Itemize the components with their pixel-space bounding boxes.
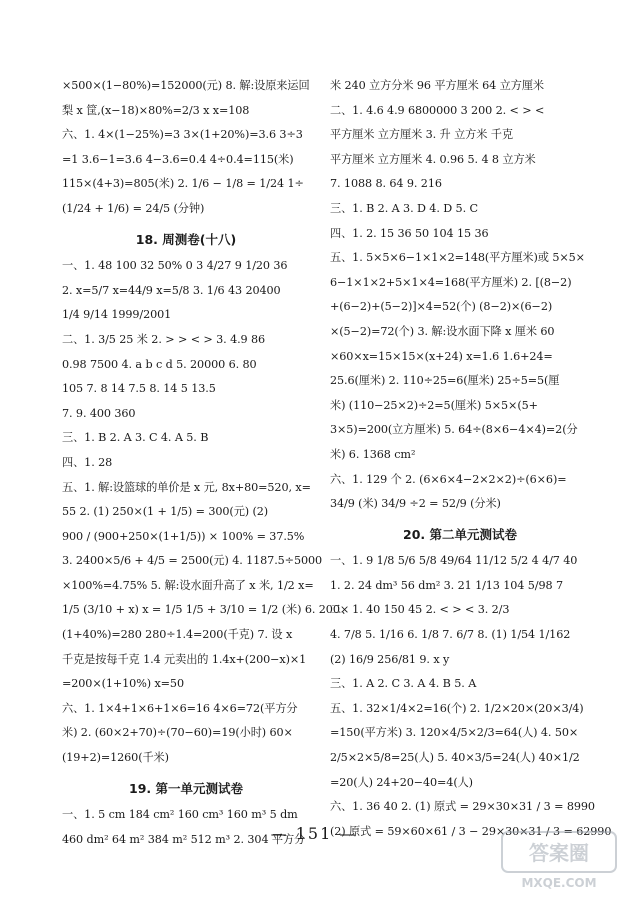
answer-line: ×(5−2)=72(个) 3. 解:设水面下降 x 厘米 60 [330, 324, 555, 338]
answer-line: 四、1. 2. 15 36 50 104 15 36 [330, 226, 489, 240]
answer-line: 105 7. 8 14 7.5 8. 14 5 13.5 [62, 382, 216, 396]
answer-line: 梨 x 筐,(x−18)×80%=2/3 x x=108 [62, 103, 250, 117]
answer-line: ×60×x=15×15×(x+24) x=1.6 1.6+24= [330, 349, 553, 363]
answer-line: (2) 原式 = 59×60×61 / 3 − 29×30×31 / 3 = 62990 [330, 824, 612, 838]
answer-line: =1 3.6−1=3.6 4−3.6=0.4 4÷0.4=115(米) [62, 152, 294, 166]
answer-line: 米) 6. 1368 cm² [330, 447, 416, 461]
answer-line: 34/9 (米) 34/9 ÷2 = 52/9 (分米) [330, 497, 501, 511]
answer-line: 1. 2. 24 dm³ 56 dm² 3. 21 1/13 104 5/98 7 [330, 578, 563, 592]
answer-line: =150(平方米) 3. 120×4/5×2/3=64(人) 4. 50× [330, 726, 579, 740]
answer-line: 一、1. 5 cm 184 cm² 160 cm³ 160 m³ 5 dm [62, 808, 298, 822]
answer-line: 三、1. B 2. A 3. D 4. D 5. C [330, 201, 478, 215]
answer-line: 2/5×2×5/8=25(人) 5. 40×3/5=24(人) 40×1/2 [330, 751, 580, 765]
answer-line: 7. 1088 8. 64 9. 216 [330, 177, 442, 191]
answer-line: 900 / (900+250×(1+1/5)) × 100% = 37.5% [62, 529, 305, 543]
answer-line: 六、1. 129 个 2. (6×6×4−2×2×2)÷(6×6)= [330, 472, 567, 486]
page-number: — 151 — [270, 824, 358, 843]
answer-line: (1+40%)=280 280÷1.4=200(千克) 7. 设 x [62, 628, 293, 642]
answer-line: =200×(1+10%) x=50 [62, 677, 184, 691]
answer-line: 六、1. 1×4+1×6+1×6=16 4×6=72(平方分 [62, 701, 298, 715]
answer-line: 115×(4+3)=805(米) 2. 1/6 − 1/8 = 1/24 1÷ [62, 177, 304, 191]
answer-line: 五、1. 5×5×6−1×1×2=148(平方厘米)或 5×5× [330, 251, 585, 265]
answer-line: 三、1. A 2. C 3. A 4. B 5. A [330, 677, 477, 691]
answer-line: 55 2. (1) 250×(1 + 1/5) = 300(元) (2) [62, 505, 269, 519]
answer-line: 米 240 立方分米 96 平方厘米 64 立方厘米 [330, 79, 545, 92]
answer-line: 一、1. 9 1/8 5/6 5/8 49/64 11/12 5/2 4 4/7 40 [330, 554, 578, 568]
answer-line: =20(人) 24+20−40=4(人) [330, 775, 473, 789]
answer-line: 米) (110−25×2)÷2=5(厘米) 5×5×(5+ [330, 398, 538, 412]
answer-line: (19+2)=1260(千米) [62, 751, 169, 765]
answer-line: 4. 7/8 5. 1/16 6. 1/8 7. 6/7 8. (1) 1/54 1/162 [330, 628, 571, 642]
right-top-block [330, 74, 590, 517]
answer-line: 平方厘米 立方厘米 4. 0.96 5. 4 8 立方米 [330, 152, 536, 166]
answer-line: 一、1. 48 100 32 50% 0 3 4/27 9 1/20 36 [62, 259, 288, 273]
section-heading-18: 18. 周测卷(十八) [135, 231, 237, 247]
section-heading-20: 20. 第二单元测试卷 [403, 526, 517, 542]
answer-line: 四、1. 28 [62, 455, 113, 469]
answer-line: 五、1. 32×1/4×2=16(个) 2. 1/2×20×(20×3/4) [330, 701, 584, 715]
answer-line: 0.98 7500 4. a b c d 5. 20000 6. 80 [62, 357, 257, 371]
answer-line: 三、1. B 2. A 3. C 4. A 5. B [62, 431, 209, 445]
answer-line: +(6−2)+(5−2)]×4=52(个) (8−2)×(6−2) [330, 300, 553, 314]
answer-line: 3. 2400×5/6 + 4/5 = 2500(元) 4. 1187.5÷5000 [62, 554, 323, 568]
answer-line: 六、1. 4×(1−25%)=3 3×(1+20%)=3.6 3÷3 [62, 128, 303, 142]
answer-line: 2. x=5/7 x=44/9 x=5/8 3. 1/6 43 20400 [62, 283, 281, 297]
answer-line: ×100%=4.75% 5. 解:设水面升高了 x 米, 1/2 x= [62, 578, 314, 592]
answer-line: 二、1. 40 150 45 2. < > < 3. 2/3 [330, 603, 510, 617]
svg-text:答案圈: 答案圈 [529, 841, 589, 865]
answer-line: 二、1. 3/5 25 米 2. > > < > 3. 4.9 86 [62, 332, 266, 346]
left-column [62, 74, 350, 852]
answer-line: (2) 16/9 256/81 9. x y [330, 652, 450, 666]
answer-line: 25.6(厘米) 2. 110÷25=6(厘米) 25÷5=5(厘 [330, 374, 560, 388]
answer-line: 千克是按每千克 1.4 元卖出的 1.4x+(200−x)×1 [62, 652, 307, 666]
section-20-block [330, 549, 612, 844]
answer-line: 6−1×1×2+5×1×4=168(平方厘米) 2. [(8−2) [330, 275, 572, 289]
section-heading-19: 19. 第一单元测试卷 [129, 780, 243, 796]
answer-line: 六、1. 36 40 2. (1) 原式 = 29×30×31 / 3 = 8990 [330, 800, 595, 814]
answer-line: 米) 2. (60×2+70)÷(70−60)=19(小时) 60× [62, 726, 293, 740]
answer-line: 1/4 9/14 1999/2001 [62, 308, 172, 322]
section-18-block [62, 254, 350, 770]
left-top-block [62, 74, 310, 222]
watermark-logo [500, 830, 618, 892]
svg-text:MXQE.COM: MXQE.COM [521, 876, 597, 890]
answer-line: 平方厘米 立方厘米 3. 升 立方米 千克 [330, 128, 513, 142]
right-column [330, 74, 612, 844]
answer-line: ×500×(1−80%)=152000(元) 8. 解:设原来运回 [62, 79, 310, 92]
answer-line: 二、1. 4.6 4.9 6800000 3 200 2. < > < [330, 103, 545, 117]
answer-line: 五、1. 解:设篮球的单价是 x 元, 8x+80=520, x= [62, 480, 311, 494]
answer-line: 7. 9. 400 360 [62, 406, 136, 420]
answer-line: (1/24 + 1/6) = 24/5 (分钟) [62, 201, 205, 215]
answer-line: 460 dm² 64 m² 384 m² 512 m³ 2. 304 平方分 [62, 832, 306, 846]
answer-line: 3×5)=200(立方厘米) 5. 64÷(8×6−4×4)=2(分 [330, 423, 578, 437]
answer-line: 1/5 (3/10 + x) x = 1/5 1/5 + 3/10 = 1/2 (米) 6. 200× [62, 603, 350, 617]
